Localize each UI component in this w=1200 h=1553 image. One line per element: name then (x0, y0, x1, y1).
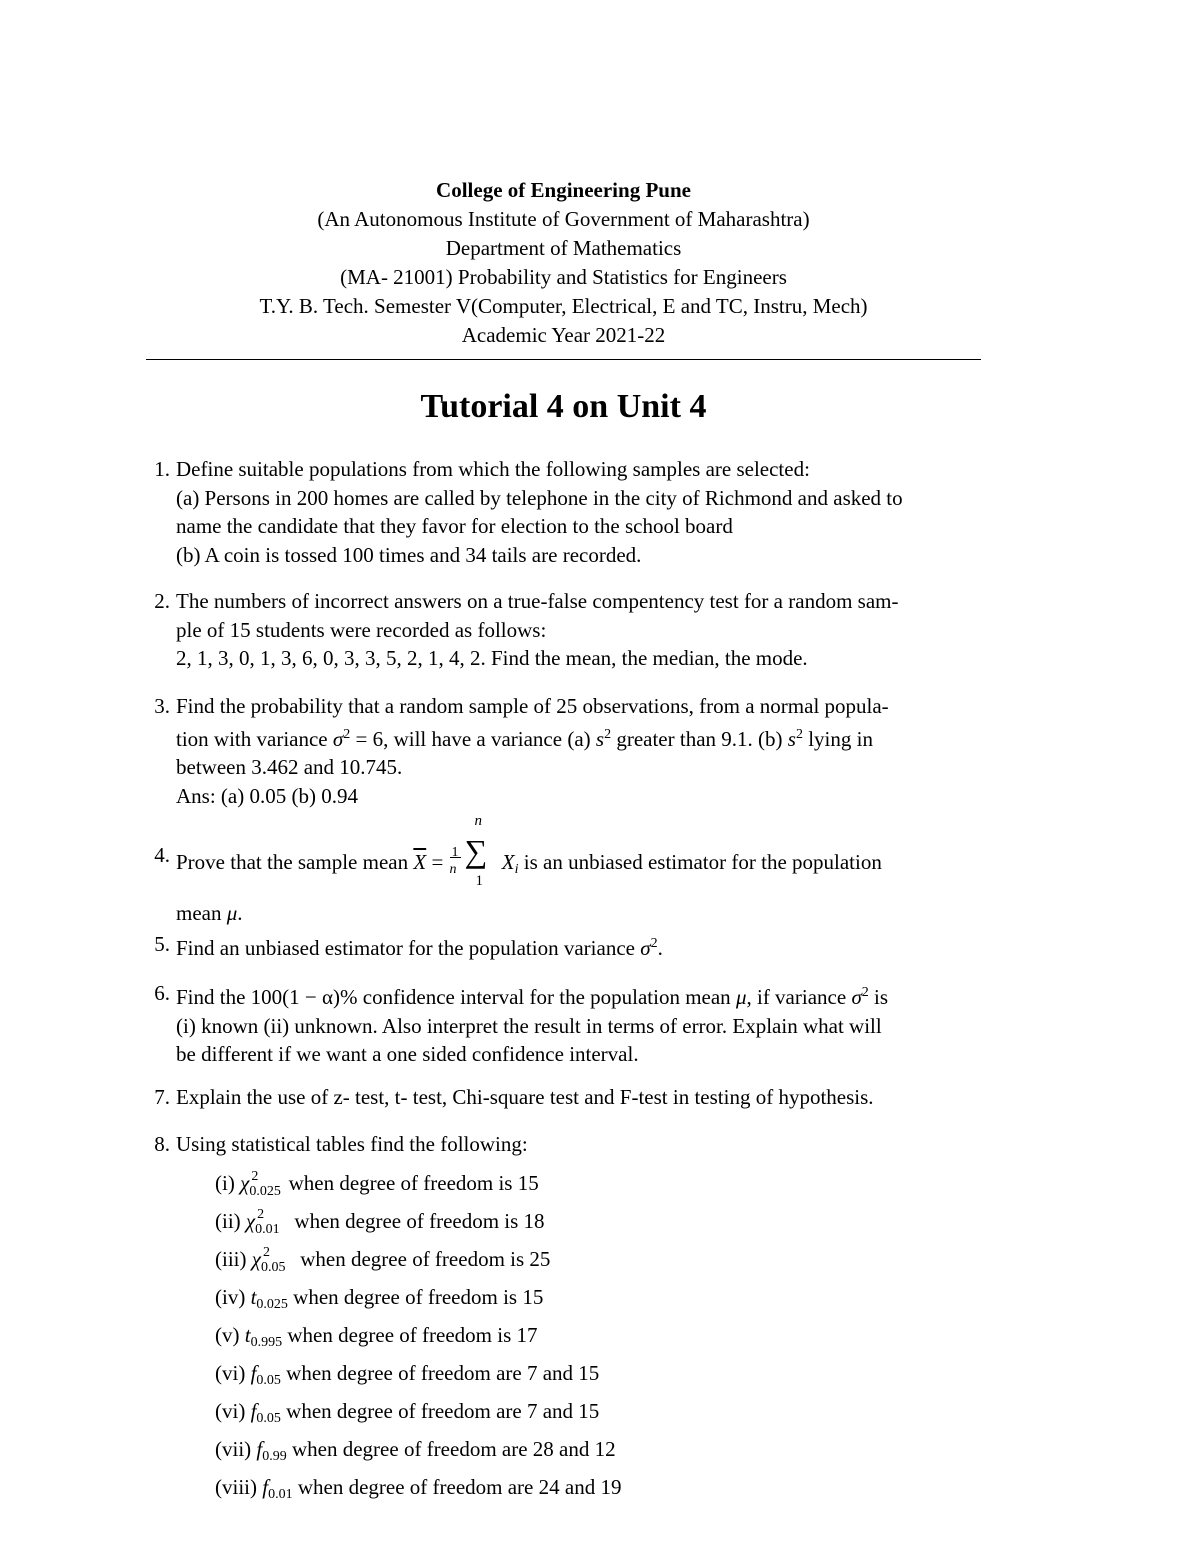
institute-subtitle: (An Autonomous Institute of Government of Maharashtra) (317, 207, 810, 231)
question-number: 2. (154, 589, 170, 613)
question-text: Prove that the sample mean $\overline{X}$ = 1 n n ∑ 1 $X_i$ is an unbiased estimator for the population (176, 813, 882, 889)
table-lookup-item: (vi) $f_{0.05}$ when degree of freedom are 7 and 15 (215, 1399, 600, 1426)
question-7 (146, 1083, 981, 1112)
question-number: 7. (154, 1085, 170, 1109)
question-number: 4. (154, 843, 170, 867)
question-text: between 3.462 and 10.745. (176, 755, 403, 779)
table-lookup-item: (v) $t_{0.995}$ when degree of freedom is 17 (215, 1323, 538, 1350)
question-number: 1. (154, 457, 170, 481)
question-text: Define suitable populations from which the following samples are selected: (176, 457, 810, 481)
question-2 (146, 587, 981, 673)
question-text: Find an unbiased estimator for the population variance $\sigma^2$. (176, 936, 663, 960)
table-lookup-item: (iii) χ 2 0.05 when degree of freedom is 25 (215, 1245, 551, 1275)
question-text: (b) A coin is tossed 100 times and 34 tails are recorded. (176, 542, 642, 567)
question-text: (i) known (ii) unknown. Also interpret the result in terms of error. Explain what will (176, 1013, 882, 1038)
question-text: mean μ. (176, 900, 243, 925)
question-text: be different if we want a one sided confidence interval. (176, 1042, 639, 1066)
question-text: (a) Persons in 200 homes are called by telephone in the city of Richmond and asked to (176, 485, 903, 510)
question-number: 8. (154, 1132, 170, 1156)
question-4 (146, 813, 981, 927)
table-lookup-item: (viii) $f_{0.01}$ when degree of freedom are 24 and 19 (215, 1475, 622, 1502)
academic-year: Academic Year 2021-22 (461, 323, 666, 347)
table-lookup-item: (vii) $f_{0.99}$ when degree of freedom are 28 and 12 (215, 1437, 616, 1464)
question-1 (146, 455, 981, 569)
course-name: (MA- 21001) Probability and Statistics for Engineers (340, 265, 787, 289)
question-text: Using statistical tables find the following: (176, 1132, 528, 1156)
department-name: Department of Mathematics (445, 236, 682, 260)
institute-name: College of Engineering Pune (436, 178, 691, 202)
question-5 (146, 930, 981, 963)
question-text: tion with variance $\sigma^2 = 6$, will have a variance (a) $s^2$ greater than 9.1. (b) $s^2$ lying in (176, 726, 873, 751)
table-lookup-item: (iv) $t_{0.025}$ when degree of freedom is 15 (215, 1285, 544, 1312)
question-text: Find the probability that a random sample of 25 observations, from a normal popula- (176, 694, 889, 718)
question-number: 3. (154, 694, 170, 718)
table-lookup-item: (i) χ 2 0.025 when degree of freedom is 15 (215, 1169, 539, 1199)
program-name: T.Y. B. Tech. Semester V(Computer, Electrical, E and TC, Instru, Mech) (259, 294, 868, 318)
question-text: The numbers of incorrect answers on a true-false compentency test for a random sam- (176, 589, 899, 613)
question-8 (146, 1130, 981, 1159)
question-text: ple of 15 students were recorded as follows: (176, 617, 547, 642)
question-text: 2, 1, 3, 0, 1, 3, 6, 0, 3, 3, 5, 2, 1, 4, 2. Find the mean, the median, the mode. (176, 646, 808, 670)
question-6 (146, 979, 981, 1069)
question-number: 6. (154, 981, 170, 1005)
document-header (146, 176, 981, 350)
question-text: name the candidate that they favor for election to the school board (176, 514, 733, 538)
header-divider (146, 359, 981, 360)
question-number: 5. (154, 932, 170, 956)
table-lookup-item: (vi) $f_{0.05}$ when degree of freedom are 7 and 15 (215, 1361, 600, 1388)
question-answer: Ans: (a) 0.05 (b) 0.94 (176, 783, 358, 808)
question-text: Find the 100(1 − α)% confidence interval for the population mean μ, if variance $\sigma^2$ is (176, 985, 889, 1009)
question-text: Explain the use of z- test, t- test, Chi-square test and F-test in testing of hypothesis. (176, 1085, 874, 1109)
table-lookup-item: (ii) χ 2 0.01 when degree of freedom is 18 (215, 1207, 545, 1237)
tutorial-title: Tutorial 4 on Unit 4 (420, 388, 707, 425)
question-3 (146, 692, 981, 810)
